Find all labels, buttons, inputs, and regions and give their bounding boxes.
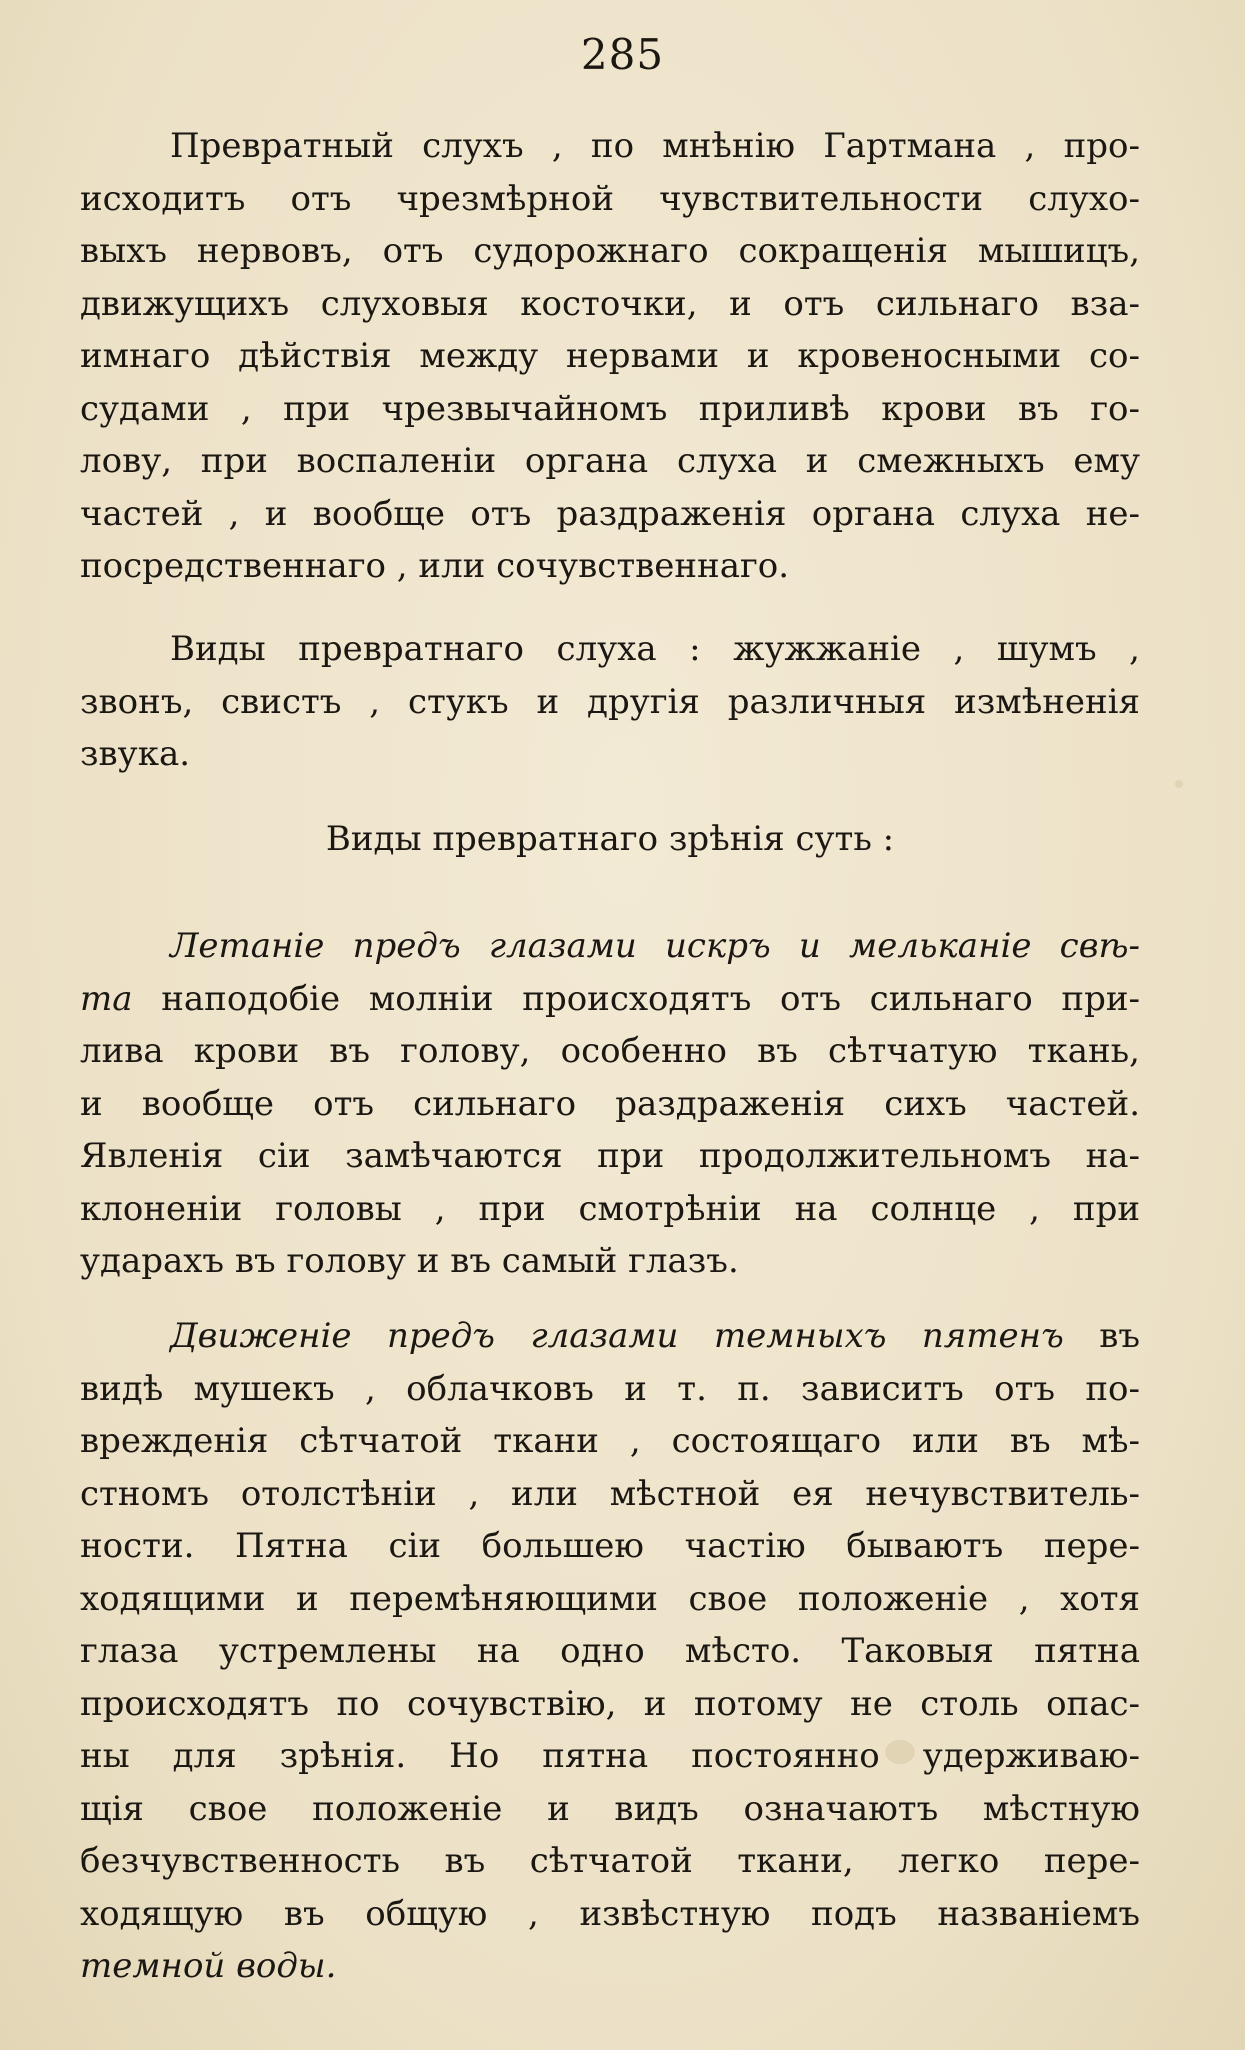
text-segment: выхъ нервовъ, отъ судорожнаго сокращенія мышицъ, [80, 231, 1140, 271]
text-segment: ности. Пятна сіи большею частію бываютъ пере- [80, 1526, 1140, 1566]
paper-stain [1175, 780, 1183, 788]
text-segment: и вообще отъ сильнаго раздраженія сихъ частей. [80, 1083, 1140, 1124]
text-line [80, 728, 1140, 780]
text-segment: Виды превратнаго слуха : жужжаніе , шумъ , [170, 629, 1140, 669]
text-line [80, 1940, 1140, 1992]
text-segment: посредственнаго , или сочувственнаго. [80, 546, 790, 586]
text-line [80, 1078, 1140, 1130]
text-line [80, 813, 1140, 865]
text-segment: имнаго дѣйствія между нервами и кровеносными со- [80, 336, 1140, 376]
text-segment: происходятъ по сочувствію, и потому не столь опас- [80, 1683, 1140, 1724]
text-line [80, 1678, 1140, 1730]
text-segment: врежденія сѣтчатой ткани , состоящаго или въ мѣ- [80, 1421, 1140, 1461]
text-line [80, 1415, 1140, 1467]
text-line [170, 1310, 1140, 1362]
text-segment: звука. [80, 734, 191, 774]
text-segment: ударахъ въ голову и въ самый глазъ. [80, 1241, 739, 1281]
page-number: 285 [580, 30, 665, 79]
text-segment: Явленія сіи замѣчаются при продолжительномъ на- [80, 1136, 1140, 1176]
text-segment: въ [1063, 1316, 1140, 1356]
text-line [80, 1783, 1140, 1835]
text-segment: ны для зрѣнія. Но пятна постоянно удерживаю- [80, 1736, 1140, 1776]
text-line [80, 1888, 1140, 1940]
italic-term: Движеніе предъ глазами темныхъ пятенъ [170, 1316, 1064, 1356]
text-line [80, 1468, 1140, 1520]
text-line [80, 676, 1140, 728]
text-segment: наподобіе молніи происходятъ отъ сильнаго при- [132, 978, 1140, 1019]
text-segment: ходящую въ общую , извѣстную подъ названіемъ [80, 1893, 1140, 1934]
text-line [80, 973, 1140, 1025]
text-line [80, 278, 1140, 330]
text-line [80, 1025, 1140, 1077]
text-segment: движущихъ слуховыя косточки, и отъ сильнаго вза- [80, 283, 1140, 324]
text-segment: глаза устремлены на одно мѣсто. Таковыя пятна [80, 1631, 1140, 1671]
text-segment: частей , и вообще отъ раздраженія органа слуха не- [80, 493, 1140, 534]
text-line [80, 1130, 1140, 1182]
text-segment: ходящими и перемѣняющими свое положеніе , хотя [80, 1578, 1140, 1619]
text-line [170, 920, 1140, 972]
text-segment: лива крови въ голову, особенно въ сѣтчатую ткань, [80, 1031, 1140, 1071]
text-line [80, 1573, 1140, 1625]
text-segment: безчувственность въ сѣтчатой ткани, легко пере- [80, 1841, 1140, 1881]
text-segment: судами , при чрезвычайномъ приливѣ крови въ го- [80, 388, 1140, 429]
text-line [80, 1183, 1140, 1235]
italic-term: Летаніе предъ глазами искръ и мельканіе свѣ- [170, 926, 1140, 966]
text-line [80, 1363, 1140, 1415]
text-line [170, 120, 1140, 172]
text-line [80, 330, 1140, 382]
text-line [80, 1835, 1140, 1887]
text-segment: Превратный слухъ , по мнѣнію Гартмана , про- [170, 126, 1140, 166]
text-line [170, 623, 1140, 675]
italic-term: темной воды. [80, 1946, 337, 1986]
text-line [80, 540, 1140, 592]
text-segment: Виды превратнаго зрѣнія суть : [325, 819, 895, 859]
text-line [80, 488, 1140, 540]
text-segment: стномъ отолстѣніи , или мѣстной ея нечувствитель- [80, 1473, 1140, 1514]
text-segment: видѣ мушекъ , облачковъ и т. п. зависитъ отъ по- [80, 1368, 1140, 1409]
text-line [80, 1235, 1140, 1287]
text-line [80, 173, 1140, 225]
text-line [80, 435, 1140, 487]
text-segment: звонъ, свистъ , стукъ и другія различныя измѣненія [80, 681, 1140, 722]
text-line [80, 225, 1140, 277]
text-line [80, 1730, 1140, 1782]
text-segment: лову, при воспаленіи органа слуха и смежныхъ ему [80, 441, 1140, 481]
text-segment: клоненіи головы , при смотрѣніи на солнце , при [80, 1188, 1140, 1229]
text-segment: исходитъ отъ чрезмѣрной чувствительности слухо- [80, 178, 1140, 219]
text-line [80, 1625, 1140, 1677]
italic-term: та [80, 978, 133, 1019]
text-line [80, 383, 1140, 435]
text-segment: щія свое положеніе и видъ означаютъ мѣстную [80, 1788, 1140, 1829]
text-line [80, 1520, 1140, 1572]
